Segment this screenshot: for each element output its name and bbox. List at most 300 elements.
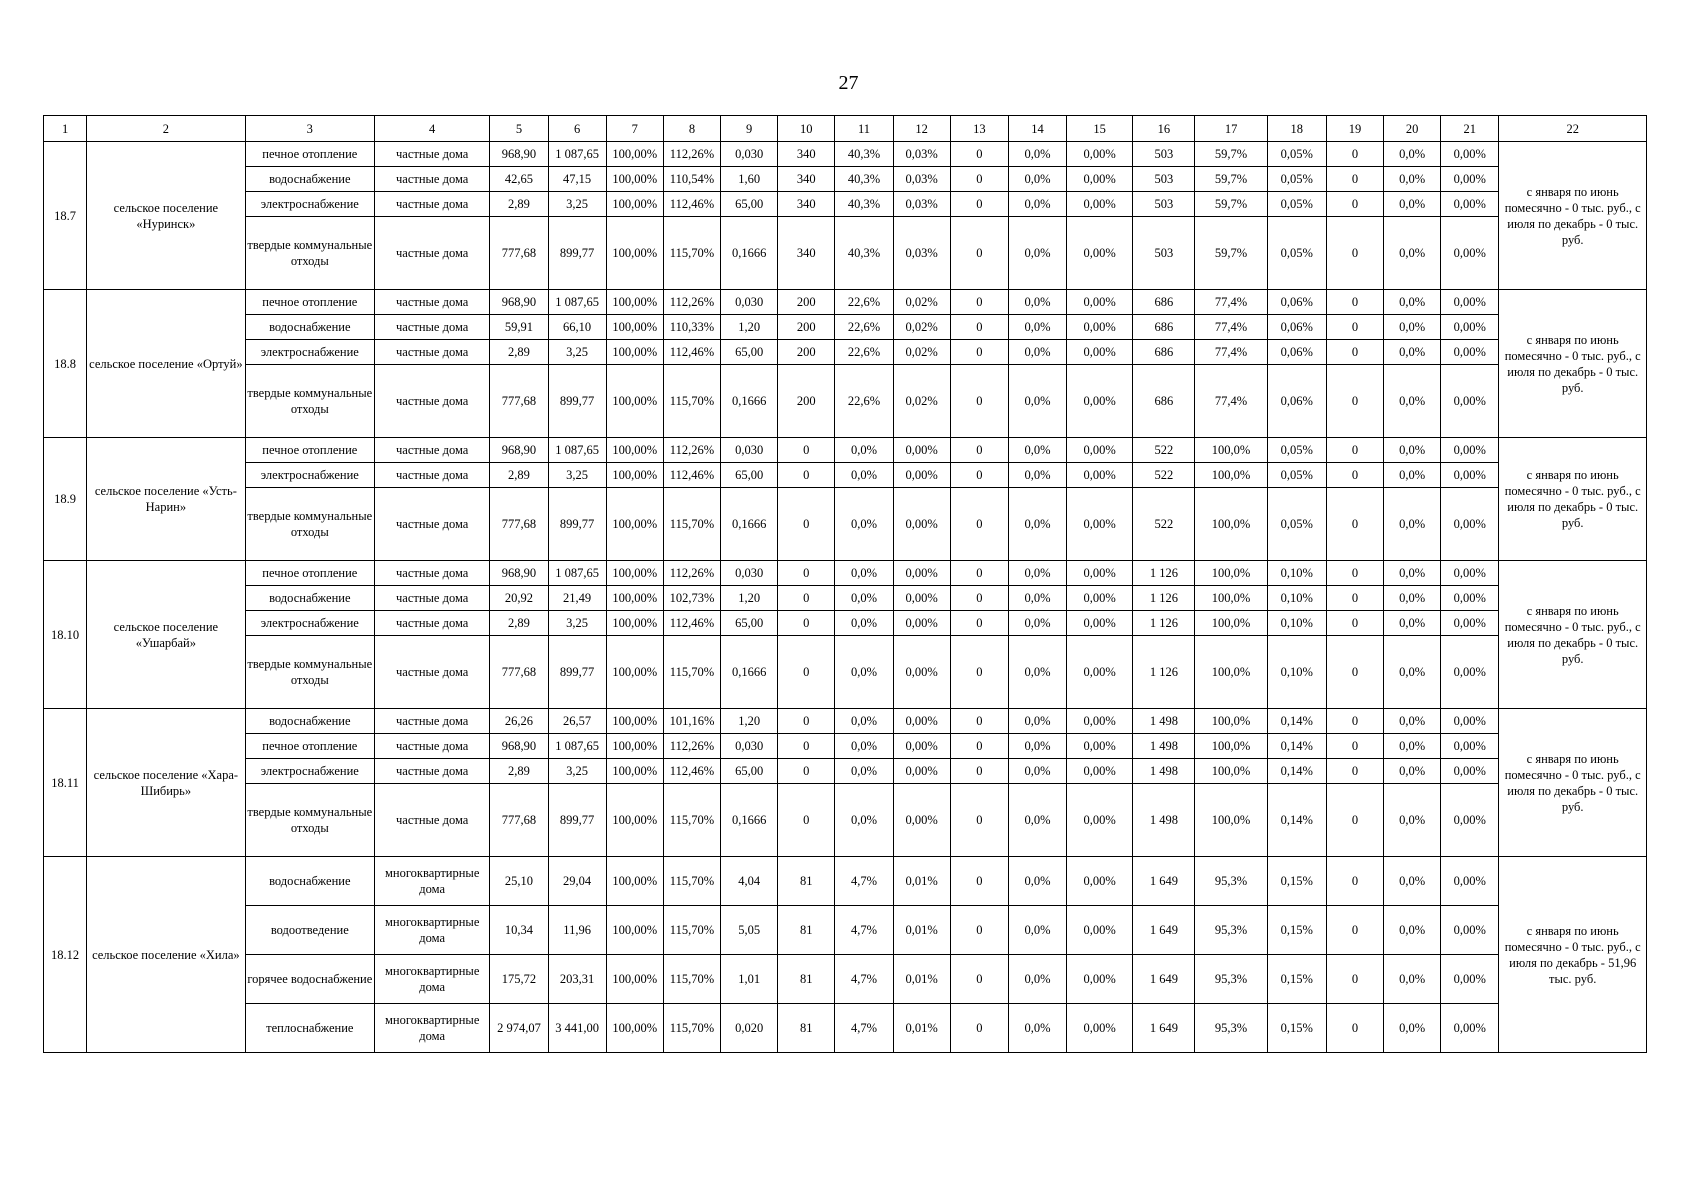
page-number: 27 bbox=[838, 72, 859, 94]
value-cell: 0,14% bbox=[1267, 784, 1326, 857]
value-cell: 0 bbox=[950, 315, 1008, 340]
value-cell: 1 087,65 bbox=[548, 290, 606, 315]
value-cell: 0 bbox=[950, 784, 1008, 857]
table-row bbox=[44, 365, 1647, 438]
value-cell: 0,0% bbox=[1008, 709, 1066, 734]
value-cell: 0 bbox=[778, 463, 835, 488]
value-cell: 1 649 bbox=[1133, 906, 1195, 955]
value-cell: 0,00% bbox=[1441, 340, 1499, 365]
value-cell: 0,0% bbox=[1384, 142, 1441, 167]
value-cell: 65,00 bbox=[721, 192, 778, 217]
value-cell: 4,04 bbox=[721, 857, 778, 906]
payment-note: с января по июнь помесячно - 0 тыс. руб., с июля по декабрь - 0 тыс. руб. bbox=[1499, 290, 1647, 438]
value-cell: 0,0% bbox=[1384, 784, 1441, 857]
value-cell: 0,00% bbox=[1067, 438, 1133, 463]
header-cell: 17 bbox=[1195, 116, 1267, 142]
value-cell: 0 bbox=[1326, 636, 1383, 709]
value-cell: 4,7% bbox=[835, 1004, 893, 1053]
value-cell: 81 bbox=[778, 1004, 835, 1053]
value-cell: 0,0% bbox=[1008, 759, 1066, 784]
value-cell: 0,0% bbox=[1008, 315, 1066, 340]
value-cell: 0 bbox=[1326, 586, 1383, 611]
header-cell: 11 bbox=[835, 116, 893, 142]
housing-type: частные дома bbox=[375, 759, 490, 784]
value-cell: 0,00% bbox=[1067, 167, 1133, 192]
value-cell: 25,10 bbox=[490, 857, 548, 906]
value-cell: 0,06% bbox=[1267, 340, 1326, 365]
header-cell: 21 bbox=[1441, 116, 1499, 142]
value-cell: 340 bbox=[778, 217, 835, 290]
value-cell: 0,0% bbox=[1384, 906, 1441, 955]
service-type: водоотведение bbox=[245, 906, 374, 955]
value-cell: 0,00% bbox=[1067, 290, 1133, 315]
value-cell: 200 bbox=[778, 365, 835, 438]
value-cell: 112,46% bbox=[663, 463, 720, 488]
value-cell: 0,03% bbox=[893, 192, 950, 217]
value-cell: 22,6% bbox=[835, 340, 893, 365]
value-cell: 686 bbox=[1133, 340, 1195, 365]
value-cell: 0 bbox=[1326, 611, 1383, 636]
value-cell: 0,00% bbox=[893, 734, 950, 759]
group-id: 18.11 bbox=[44, 709, 87, 857]
value-cell: 40,3% bbox=[835, 192, 893, 217]
value-cell: 115,70% bbox=[663, 488, 720, 561]
value-cell: 0,0% bbox=[1384, 759, 1441, 784]
table-row bbox=[44, 217, 1647, 290]
value-cell: 0 bbox=[950, 636, 1008, 709]
value-cell: 0 bbox=[1326, 709, 1383, 734]
value-cell: 1 126 bbox=[1133, 636, 1195, 709]
header-row bbox=[44, 116, 1647, 142]
value-cell: 115,70% bbox=[663, 906, 720, 955]
value-cell: 0,0% bbox=[835, 759, 893, 784]
value-cell: 0,05% bbox=[1267, 142, 1326, 167]
value-cell: 0,00% bbox=[1067, 857, 1133, 906]
value-cell: 0,05% bbox=[1267, 488, 1326, 561]
value-cell: 0,0% bbox=[1384, 1004, 1441, 1053]
value-cell: 0 bbox=[950, 340, 1008, 365]
value-cell: 100,0% bbox=[1195, 636, 1267, 709]
value-cell: 0,1666 bbox=[721, 784, 778, 857]
value-cell: 0,0% bbox=[1008, 365, 1066, 438]
value-cell: 777,68 bbox=[490, 784, 548, 857]
table-row bbox=[44, 759, 1647, 784]
housing-type: частные дома bbox=[375, 734, 490, 759]
value-cell: 0,0% bbox=[1384, 611, 1441, 636]
service-type: твердые коммунальные отходы bbox=[245, 217, 374, 290]
value-cell: 0,05% bbox=[1267, 217, 1326, 290]
value-cell: 0,05% bbox=[1267, 463, 1326, 488]
value-cell: 0,0% bbox=[1008, 636, 1066, 709]
service-type: водоснабжение bbox=[245, 857, 374, 906]
value-cell: 0,030 bbox=[721, 438, 778, 463]
value-cell: 0,0% bbox=[1008, 142, 1066, 167]
value-cell: 0,01% bbox=[893, 1004, 950, 1053]
value-cell: 0,00% bbox=[1441, 857, 1499, 906]
value-cell: 0,00% bbox=[1067, 784, 1133, 857]
value-cell: 100,00% bbox=[606, 561, 663, 586]
value-cell: 0,02% bbox=[893, 340, 950, 365]
value-cell: 0,00% bbox=[1441, 167, 1499, 192]
value-cell: 0,00% bbox=[893, 784, 950, 857]
header-cell: 19 bbox=[1326, 116, 1383, 142]
value-cell: 59,7% bbox=[1195, 192, 1267, 217]
settlement-name: сельское поселение «Нуринск» bbox=[87, 142, 245, 290]
header-cell: 15 bbox=[1067, 116, 1133, 142]
value-cell: 115,70% bbox=[663, 636, 720, 709]
value-cell: 1,20 bbox=[721, 315, 778, 340]
value-cell: 1 498 bbox=[1133, 734, 1195, 759]
value-cell: 100,00% bbox=[606, 488, 663, 561]
housing-type: частные дома bbox=[375, 340, 490, 365]
service-type: твердые коммунальные отходы bbox=[245, 365, 374, 438]
value-cell: 0 bbox=[1326, 192, 1383, 217]
value-cell: 0,0% bbox=[835, 488, 893, 561]
value-cell: 0,0% bbox=[1384, 586, 1441, 611]
value-cell: 0,00% bbox=[1441, 290, 1499, 315]
value-cell: 0,0% bbox=[835, 636, 893, 709]
value-cell: 0,00% bbox=[1441, 315, 1499, 340]
value-cell: 77,4% bbox=[1195, 290, 1267, 315]
housing-type: многоквартирные дома bbox=[375, 906, 490, 955]
value-cell: 112,26% bbox=[663, 438, 720, 463]
value-cell: 0,00% bbox=[893, 463, 950, 488]
value-cell: 968,90 bbox=[490, 142, 548, 167]
value-cell: 22,6% bbox=[835, 290, 893, 315]
value-cell: 115,70% bbox=[663, 857, 720, 906]
value-cell: 0,0% bbox=[1384, 709, 1441, 734]
value-cell: 0,00% bbox=[1441, 709, 1499, 734]
value-cell: 0,00% bbox=[893, 636, 950, 709]
value-cell: 100,0% bbox=[1195, 438, 1267, 463]
value-cell: 503 bbox=[1133, 217, 1195, 290]
housing-type: частные дома bbox=[375, 290, 490, 315]
value-cell: 40,3% bbox=[835, 217, 893, 290]
table-row bbox=[44, 611, 1647, 636]
value-cell: 100,00% bbox=[606, 217, 663, 290]
header-cell: 12 bbox=[893, 116, 950, 142]
value-cell: 503 bbox=[1133, 192, 1195, 217]
value-cell: 100,00% bbox=[606, 315, 663, 340]
value-cell: 22,6% bbox=[835, 365, 893, 438]
value-cell: 0 bbox=[1326, 365, 1383, 438]
value-cell: 0,14% bbox=[1267, 734, 1326, 759]
value-cell: 0,00% bbox=[1067, 365, 1133, 438]
value-cell: 1 087,65 bbox=[548, 734, 606, 759]
value-cell: 59,7% bbox=[1195, 167, 1267, 192]
value-cell: 340 bbox=[778, 192, 835, 217]
table-row bbox=[44, 315, 1647, 340]
value-cell: 0,03% bbox=[893, 167, 950, 192]
value-cell: 0,0% bbox=[835, 561, 893, 586]
service-type: печное отопление bbox=[245, 438, 374, 463]
value-cell: 100,0% bbox=[1195, 611, 1267, 636]
value-cell: 2,89 bbox=[490, 340, 548, 365]
value-cell: 968,90 bbox=[490, 561, 548, 586]
value-cell: 0,01% bbox=[893, 906, 950, 955]
settlement-name: сельское поселение «Ортуй» bbox=[87, 290, 245, 438]
value-cell: 0,0% bbox=[835, 734, 893, 759]
housing-type: частные дома bbox=[375, 217, 490, 290]
value-cell: 0,00% bbox=[1067, 636, 1133, 709]
value-cell: 0 bbox=[950, 217, 1008, 290]
value-cell: 0,00% bbox=[1441, 636, 1499, 709]
value-cell: 0,0% bbox=[1384, 217, 1441, 290]
value-cell: 81 bbox=[778, 857, 835, 906]
value-cell: 0,10% bbox=[1267, 636, 1326, 709]
value-cell: 95,3% bbox=[1195, 906, 1267, 955]
value-cell: 0,15% bbox=[1267, 955, 1326, 1004]
settlement-name: сельское поселение «Ушарбай» bbox=[87, 561, 245, 709]
table-row bbox=[44, 586, 1647, 611]
value-cell: 0 bbox=[950, 488, 1008, 561]
value-cell: 3 441,00 bbox=[548, 1004, 606, 1053]
value-cell: 503 bbox=[1133, 142, 1195, 167]
housing-type: частные дома bbox=[375, 167, 490, 192]
value-cell: 0,0% bbox=[1008, 906, 1066, 955]
value-cell: 0,0% bbox=[1008, 784, 1066, 857]
value-cell: 200 bbox=[778, 290, 835, 315]
value-cell: 0 bbox=[950, 759, 1008, 784]
value-cell: 0,00% bbox=[1441, 759, 1499, 784]
value-cell: 0 bbox=[950, 290, 1008, 315]
value-cell: 110,54% bbox=[663, 167, 720, 192]
value-cell: 0,00% bbox=[1441, 784, 1499, 857]
value-cell: 0,00% bbox=[1067, 906, 1133, 955]
value-cell: 0,00% bbox=[1067, 340, 1133, 365]
value-cell: 100,00% bbox=[606, 906, 663, 955]
value-cell: 0,1666 bbox=[721, 365, 778, 438]
value-cell: 0 bbox=[1326, 463, 1383, 488]
value-cell: 0 bbox=[778, 438, 835, 463]
value-cell: 0,10% bbox=[1267, 561, 1326, 586]
table-row bbox=[44, 167, 1647, 192]
value-cell: 0 bbox=[950, 561, 1008, 586]
header-cell: 14 bbox=[1008, 116, 1066, 142]
value-cell: 0 bbox=[1326, 217, 1383, 290]
value-cell: 0,00% bbox=[1441, 488, 1499, 561]
table-row bbox=[44, 561, 1647, 586]
value-cell: 0,15% bbox=[1267, 1004, 1326, 1053]
value-cell: 0 bbox=[1326, 906, 1383, 955]
value-cell: 2 974,07 bbox=[490, 1004, 548, 1053]
value-cell: 0,1666 bbox=[721, 217, 778, 290]
value-cell: 100,00% bbox=[606, 611, 663, 636]
value-cell: 0,0% bbox=[1384, 365, 1441, 438]
table-row bbox=[44, 906, 1647, 955]
value-cell: 100,00% bbox=[606, 1004, 663, 1053]
payment-note: с января по июнь помесячно - 0 тыс. руб., с июля по декабрь - 0 тыс. руб. bbox=[1499, 561, 1647, 709]
value-cell: 0 bbox=[950, 586, 1008, 611]
value-cell: 0 bbox=[1326, 488, 1383, 561]
value-cell: 0,14% bbox=[1267, 709, 1326, 734]
value-cell: 522 bbox=[1133, 438, 1195, 463]
value-cell: 1,20 bbox=[721, 709, 778, 734]
settlement-name: сельское поселение «Усть-Нарин» bbox=[87, 438, 245, 561]
value-cell: 899,77 bbox=[548, 784, 606, 857]
header-cell: 16 bbox=[1133, 116, 1195, 142]
group-id: 18.7 bbox=[44, 142, 87, 290]
value-cell: 0 bbox=[950, 906, 1008, 955]
value-cell: 65,00 bbox=[721, 611, 778, 636]
value-cell: 77,4% bbox=[1195, 315, 1267, 340]
value-cell: 0 bbox=[1326, 438, 1383, 463]
value-cell: 2,89 bbox=[490, 192, 548, 217]
value-cell: 3,25 bbox=[548, 759, 606, 784]
value-cell: 100,00% bbox=[606, 955, 663, 1004]
value-cell: 0,0% bbox=[1008, 192, 1066, 217]
header-cell: 5 bbox=[490, 116, 548, 142]
value-cell: 100,0% bbox=[1195, 734, 1267, 759]
value-cell: 42,65 bbox=[490, 167, 548, 192]
value-cell: 100,00% bbox=[606, 290, 663, 315]
value-cell: 0 bbox=[1326, 784, 1383, 857]
value-cell: 0,02% bbox=[893, 365, 950, 438]
value-cell: 0,05% bbox=[1267, 192, 1326, 217]
value-cell: 100,00% bbox=[606, 365, 663, 438]
table-row bbox=[44, 192, 1647, 217]
value-cell: 0,14% bbox=[1267, 759, 1326, 784]
value-cell: 0 bbox=[1326, 315, 1383, 340]
value-cell: 112,46% bbox=[663, 340, 720, 365]
value-cell: 0 bbox=[950, 463, 1008, 488]
value-cell: 0 bbox=[1326, 955, 1383, 1004]
value-cell: 0,0% bbox=[1008, 857, 1066, 906]
value-cell: 20,92 bbox=[490, 586, 548, 611]
value-cell: 1 126 bbox=[1133, 611, 1195, 636]
value-cell: 0,00% bbox=[1441, 734, 1499, 759]
value-cell: 26,26 bbox=[490, 709, 548, 734]
value-cell: 0 bbox=[1326, 857, 1383, 906]
service-type: печное отопление bbox=[245, 142, 374, 167]
service-type: горячее водоснабжение bbox=[245, 955, 374, 1004]
table-row bbox=[44, 784, 1647, 857]
value-cell: 0 bbox=[1326, 340, 1383, 365]
value-cell: 112,26% bbox=[663, 290, 720, 315]
value-cell: 100,00% bbox=[606, 192, 663, 217]
value-cell: 0,0% bbox=[1384, 438, 1441, 463]
value-cell: 0,00% bbox=[1441, 142, 1499, 167]
housing-type: частные дома bbox=[375, 709, 490, 734]
value-cell: 0,00% bbox=[1067, 315, 1133, 340]
value-cell: 0 bbox=[1326, 1004, 1383, 1053]
value-cell: 100,0% bbox=[1195, 784, 1267, 857]
value-cell: 0,00% bbox=[1067, 142, 1133, 167]
housing-type: многоквартирные дома bbox=[375, 1004, 490, 1053]
value-cell: 0 bbox=[1326, 759, 1383, 784]
value-cell: 112,26% bbox=[663, 561, 720, 586]
value-cell: 777,68 bbox=[490, 217, 548, 290]
value-cell: 503 bbox=[1133, 167, 1195, 192]
header-cell: 20 bbox=[1384, 116, 1441, 142]
value-cell: 899,77 bbox=[548, 365, 606, 438]
value-cell: 0,06% bbox=[1267, 365, 1326, 438]
service-type: твердые коммунальные отходы bbox=[245, 636, 374, 709]
value-cell: 0,0% bbox=[835, 438, 893, 463]
value-cell: 10,34 bbox=[490, 906, 548, 955]
service-type: электроснабжение bbox=[245, 611, 374, 636]
value-cell: 0,00% bbox=[1441, 365, 1499, 438]
value-cell: 777,68 bbox=[490, 636, 548, 709]
value-cell: 0 bbox=[950, 611, 1008, 636]
value-cell: 1 087,65 bbox=[548, 142, 606, 167]
value-cell: 0 bbox=[1326, 167, 1383, 192]
value-cell: 100,00% bbox=[606, 142, 663, 167]
value-cell: 1 649 bbox=[1133, 1004, 1195, 1053]
value-cell: 0,06% bbox=[1267, 315, 1326, 340]
value-cell: 0,0% bbox=[1384, 955, 1441, 1004]
value-cell: 22,6% bbox=[835, 315, 893, 340]
value-cell: 112,46% bbox=[663, 192, 720, 217]
value-cell: 0,030 bbox=[721, 142, 778, 167]
value-cell: 0,030 bbox=[721, 290, 778, 315]
value-cell: 0,00% bbox=[1067, 955, 1133, 1004]
value-cell: 100,00% bbox=[606, 709, 663, 734]
value-cell: 0,0% bbox=[1384, 167, 1441, 192]
value-cell: 100,00% bbox=[606, 167, 663, 192]
value-cell: 47,15 bbox=[548, 167, 606, 192]
value-cell: 899,77 bbox=[548, 488, 606, 561]
payment-note: с января по июнь помесячно - 0 тыс. руб., с июля по декабрь - 0 тыс. руб. bbox=[1499, 142, 1647, 290]
value-cell: 0,00% bbox=[1067, 1004, 1133, 1053]
housing-type: частные дома bbox=[375, 784, 490, 857]
value-cell: 0,00% bbox=[1067, 192, 1133, 217]
table-row bbox=[44, 290, 1647, 315]
value-cell: 115,70% bbox=[663, 1004, 720, 1053]
value-cell: 522 bbox=[1133, 463, 1195, 488]
value-cell: 0,00% bbox=[893, 759, 950, 784]
value-cell: 340 bbox=[778, 142, 835, 167]
value-cell: 0,0% bbox=[1384, 315, 1441, 340]
value-cell: 0,0% bbox=[1384, 340, 1441, 365]
value-cell: 0 bbox=[950, 857, 1008, 906]
value-cell: 0,00% bbox=[893, 488, 950, 561]
value-cell: 0,00% bbox=[1441, 611, 1499, 636]
value-cell: 686 bbox=[1133, 315, 1195, 340]
value-cell: 0 bbox=[778, 586, 835, 611]
value-cell: 1 498 bbox=[1133, 709, 1195, 734]
value-cell: 0,0% bbox=[1008, 488, 1066, 561]
value-cell: 100,0% bbox=[1195, 561, 1267, 586]
housing-type: частные дома bbox=[375, 315, 490, 340]
value-cell: 0,0% bbox=[1384, 636, 1441, 709]
housing-type: частные дома bbox=[375, 611, 490, 636]
value-cell: 100,00% bbox=[606, 857, 663, 906]
value-cell: 0 bbox=[950, 1004, 1008, 1053]
housing-type: частные дома bbox=[375, 438, 490, 463]
value-cell: 112,26% bbox=[663, 734, 720, 759]
housing-type: частные дома bbox=[375, 561, 490, 586]
value-cell: 100,0% bbox=[1195, 488, 1267, 561]
value-cell: 95,3% bbox=[1195, 955, 1267, 1004]
value-cell: 0 bbox=[1326, 290, 1383, 315]
housing-type: частные дома bbox=[375, 142, 490, 167]
housing-type: частные дома bbox=[375, 488, 490, 561]
service-type: печное отопление bbox=[245, 734, 374, 759]
value-cell: 0,0% bbox=[1008, 438, 1066, 463]
service-type: твердые коммунальные отходы bbox=[245, 488, 374, 561]
value-cell: 899,77 bbox=[548, 636, 606, 709]
service-type: водоснабжение bbox=[245, 315, 374, 340]
value-cell: 0,0% bbox=[1008, 340, 1066, 365]
value-cell: 0,00% bbox=[1067, 561, 1133, 586]
value-cell: 0,0% bbox=[1008, 463, 1066, 488]
value-cell: 100,0% bbox=[1195, 759, 1267, 784]
table-row bbox=[44, 463, 1647, 488]
value-cell: 0 bbox=[950, 167, 1008, 192]
value-cell: 5,05 bbox=[721, 906, 778, 955]
value-cell: 0,00% bbox=[1441, 1004, 1499, 1053]
